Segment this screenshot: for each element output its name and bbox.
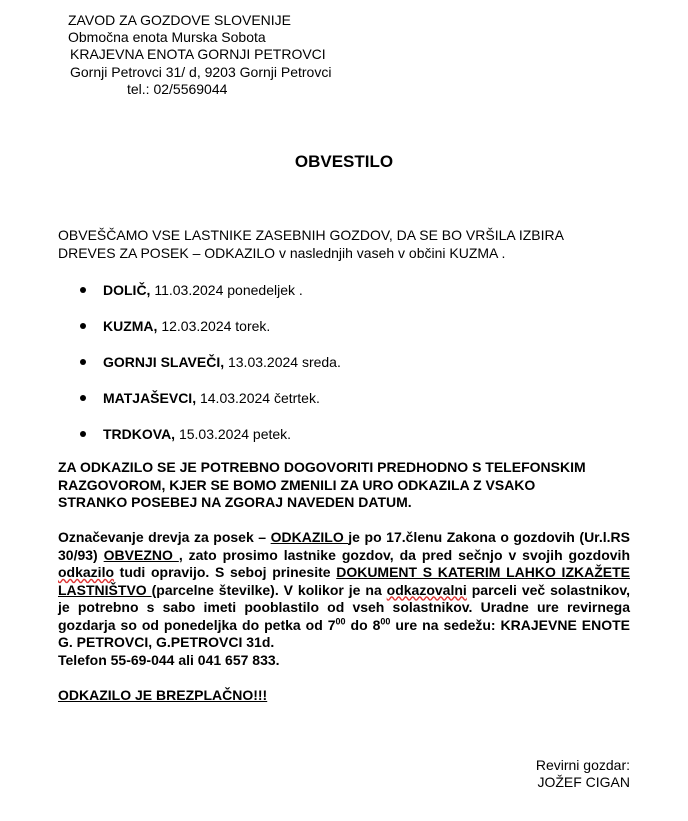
schedule-item <box>58 272 341 308</box>
org-local-unit: KRAJEVNA ENOTA GORNJI PETROVCI <box>70 46 326 62</box>
page-title: OBVESTILO <box>294 152 394 171</box>
info-text: (parcelne številke). V kolikor je na <box>151 581 387 598</box>
arrangement-line-1: ZA ODKAZILO SE JE POTREBNO DOGOVORITI PREDHODNO S TELEFONSKIM <box>58 459 586 475</box>
village-name: GORNJI SLAVEČI, <box>103 354 225 370</box>
intro-line-2: DREVES ZA POSEK – ODKAZILO v naslednjih vaseh v občini KUZMA . <box>58 245 506 261</box>
signature-name: JOŽEF CIGAN <box>537 774 630 790</box>
village-date: 12.03.2024 torek. <box>157 318 271 334</box>
arrangement-line-2: RAZGOVOROM, KJER SE BOMO ZMENILI ZA URO ODKAZILA Z VSAKO <box>58 476 536 493</box>
free-notice: ODKAZILO JE BREZPLAČNO!!! <box>58 687 268 703</box>
village-name: MATJAŠEVCI, <box>103 390 197 406</box>
org-address: Gornji Petrovci 31/ d, 9203 Gornji Petrovci <box>70 64 332 80</box>
info-text: do 8 <box>345 616 381 633</box>
schedule-item <box>58 308 341 344</box>
bullet-icon <box>80 395 86 401</box>
info-text-underlined: DOKUMENT S KATERIM LAHKO IZKAŽETE LASTNIŠTVO <box>58 564 630 598</box>
info-superscript: 00 <box>335 615 346 626</box>
schedule-item <box>58 344 341 380</box>
intro-line-1: OBVEŠČAMO VSE LASTNIKE ZASEBNIH GOZDOV, DA SE BO VRŠILA IZBIRA <box>58 227 564 243</box>
info-text-underlined: ODKAZILO <box>270 529 349 545</box>
info-text: tudi opravijo. S seboj prinesite <box>114 564 337 580</box>
village-date: 15.03.2024 petek. <box>175 426 292 442</box>
bullet-icon <box>80 287 86 293</box>
org-name: ZAVOD ZA GOZDOVE SLOVENIJE <box>68 12 292 28</box>
info-text-spellcheck: odkazilo <box>58 564 115 580</box>
village-date: 13.03.2024 sreda. <box>224 354 341 370</box>
village-name: DOLIČ, <box>103 282 151 298</box>
bullet-icon <box>80 431 86 437</box>
bullet-icon <box>80 359 86 365</box>
village-date: 14.03.2024 četrtek. <box>196 390 320 406</box>
signature-role: Revirni gozdar: <box>535 757 630 773</box>
schedule-list <box>58 272 341 452</box>
schedule-item <box>58 416 341 452</box>
info-paragraph <box>58 529 630 652</box>
bullet-icon <box>80 323 86 329</box>
info-text: Označevanje drevja za posek – <box>58 529 271 545</box>
info-superscript: 00 <box>380 615 391 626</box>
schedule-item <box>58 380 341 416</box>
info-text-spellcheck: odkazovalni <box>386 581 467 598</box>
village-name: TRDKOVA, <box>103 426 176 442</box>
village-date: 11.03.2024 ponedeljek . <box>150 282 303 298</box>
info-text: , zato prosimo lastnike gozdov, da pred sečnjo v svojih gozdovih <box>178 546 630 563</box>
arrangement-paragraph <box>58 459 630 512</box>
info-text: ure na sedežu: KRAJEVNE ENOTE G. PETROVCI, G.PETROVCI 31d. <box>58 616 630 650</box>
info-text: parceli več solastnikov, je potrebno s sabo imeti pooblastilo od vseh solastnikov. Uradne ure revirnega gozdarja so od ponedeljka do petka od 7 <box>58 581 631 633</box>
arrangement-line-3: STRANKO POSEBEJ NA ZGORAJ NAVEDEN DATUM. <box>58 494 412 510</box>
phone-line: Telefon 55-69-044 ali 041 657 833. <box>58 652 280 668</box>
village-name: KUZMA, <box>103 318 158 334</box>
org-phone: tel.: 02/5569044 <box>127 81 228 97</box>
info-text: je po 17.členu Zakona o gozdovih (Ur.l.RS 30/93) <box>58 529 630 563</box>
info-text-underlined: OBVEZNO <box>103 546 179 563</box>
org-unit: Območna enota Murska Sobota <box>68 29 266 45</box>
